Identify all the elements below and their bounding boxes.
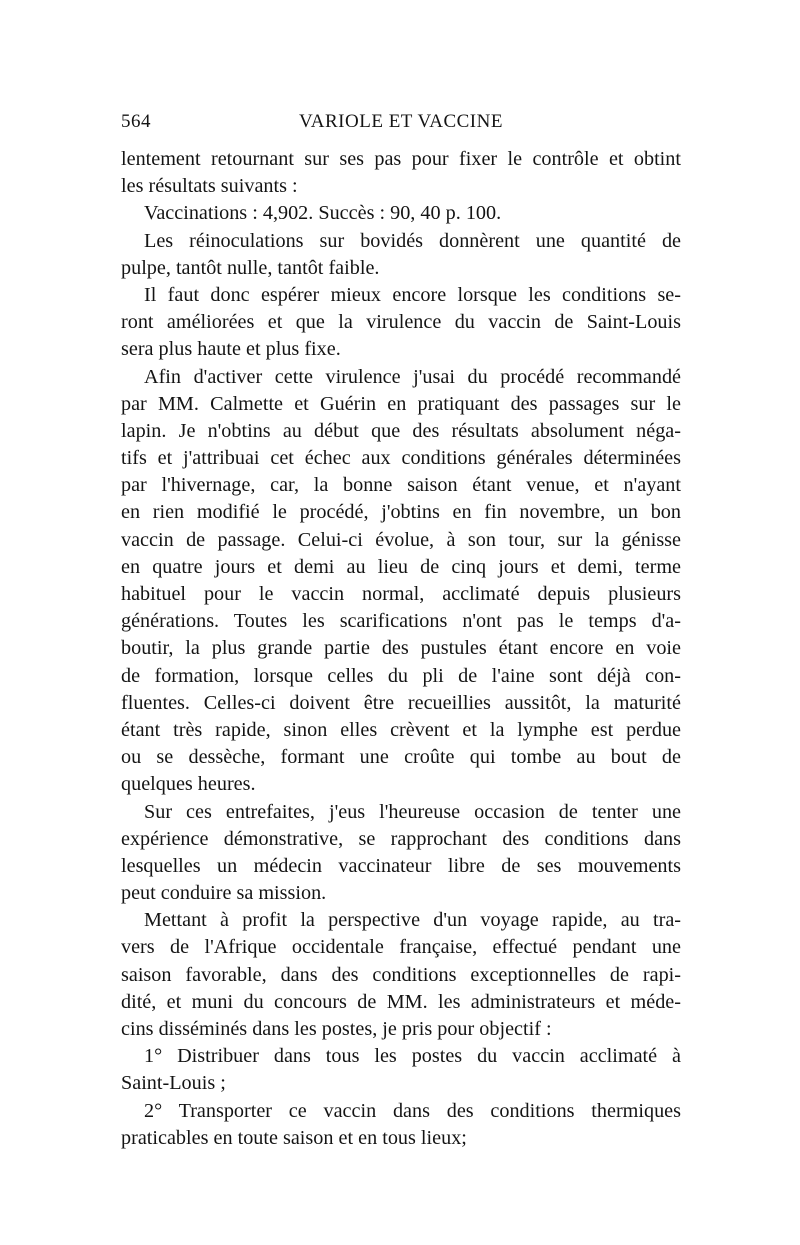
text-line: Les réinoculations sur bovidés donnèrent une quantité de bbox=[144, 229, 681, 252]
text-line: en rien modifié le procédé, j'obtins en fin novembre, un bon bbox=[121, 501, 681, 524]
text-line: de formation, lorsque celles du pli de l'aine sont déjà con- bbox=[121, 664, 681, 687]
text-line: saison favorable, dans des conditions exceptionnelles de rapi- bbox=[121, 963, 681, 986]
text-line: 1° Distribuer dans tous les postes du vaccin acclimaté à bbox=[144, 1045, 681, 1068]
text-line: Saint-Louis ; bbox=[121, 1072, 226, 1095]
body-text bbox=[121, 146, 681, 1152]
text-line: cins disséminés dans les postes, je pris pour objectif : bbox=[121, 1018, 552, 1040]
text-line: en quatre jours et demi au lieu de cinq jours et demi, terme bbox=[121, 555, 681, 578]
text-line: fluentes. Celles-ci doivent être recueillies aussitôt, la maturité bbox=[121, 691, 681, 714]
text-line: sera plus haute et plus fixe. bbox=[121, 338, 341, 361]
text-line: ou se dessèche, formant une croûte qui tombe au bout de bbox=[121, 746, 681, 769]
text-line: vers de l'Afrique occidentale française, effectué pendant une bbox=[121, 936, 681, 959]
text-line: lentement retournant sur ses pas pour fixer le contrôle et obtint bbox=[121, 148, 681, 170]
running-title: VARIOLE ET VACCINE bbox=[299, 111, 503, 132]
text-line: lapin. Je n'obtins au début que des résultats absolument néga- bbox=[121, 419, 681, 442]
text-line: boutir, la plus grande partie des pustules étant encore en voie bbox=[121, 637, 681, 660]
running-head bbox=[121, 111, 681, 141]
text-line: les résultats suivants : bbox=[121, 175, 298, 198]
text-line: Sur ces entrefaites, j'eus l'heureuse occasion de tenter une bbox=[144, 800, 681, 823]
text-line: habituel pour le vaccin normal, acclimaté depuis plusieurs bbox=[121, 583, 681, 605]
text-line: générations. Toutes les scarifications n'ont pas le temps d'a- bbox=[121, 610, 681, 633]
text-line: dité, et muni du concours de MM. les administrateurs et méde- bbox=[121, 990, 681, 1013]
text-line: pulpe, tantôt nulle, tantôt faible. bbox=[121, 256, 380, 279]
text-line: peut conduire sa mission. bbox=[121, 882, 327, 905]
text-line: Vaccinations : 4,902. Succès : 90, 40 p. 100. bbox=[144, 202, 502, 225]
page-number: 564 bbox=[121, 111, 151, 132]
text-line: Afin d'activer cette virulence j'usai du procédé recommandé bbox=[144, 365, 681, 388]
text-line: tifs et j'attribuai cet échec aux conditions générales déterminées bbox=[121, 447, 681, 470]
text-line: praticables en toute saison et en tous lieux; bbox=[121, 1126, 467, 1149]
text-line: par MM. Calmette et Guérin en pratiquant des passages sur le bbox=[121, 392, 681, 415]
text-line: Il faut donc espérer mieux encore lorsque les conditions se- bbox=[144, 283, 681, 306]
text-line: 2° Transporter ce vaccin dans des conditions thermiques bbox=[144, 1099, 681, 1122]
text-line: expérience démonstrative, se rapprochant des conditions dans bbox=[121, 827, 681, 850]
text-line: par l'hivernage, car, la bonne saison étant venue, et n'ayant bbox=[121, 474, 681, 497]
text-line: quelques heures. bbox=[121, 773, 256, 796]
text-line: ront améliorées et que la virulence du vaccin de Saint-Louis bbox=[121, 311, 681, 334]
text-line: vaccin de passage. Celui-ci évolue, à son tour, sur la génisse bbox=[121, 528, 681, 551]
text-line: lesquelles un médecin vaccinateur libre de ses mouvements bbox=[121, 854, 681, 877]
text-line: étant très rapide, sinon elles crèvent et la lymphe est perdue bbox=[121, 718, 681, 741]
text-line: Mettant à profit la perspective d'un voyage rapide, au tra- bbox=[144, 909, 681, 932]
